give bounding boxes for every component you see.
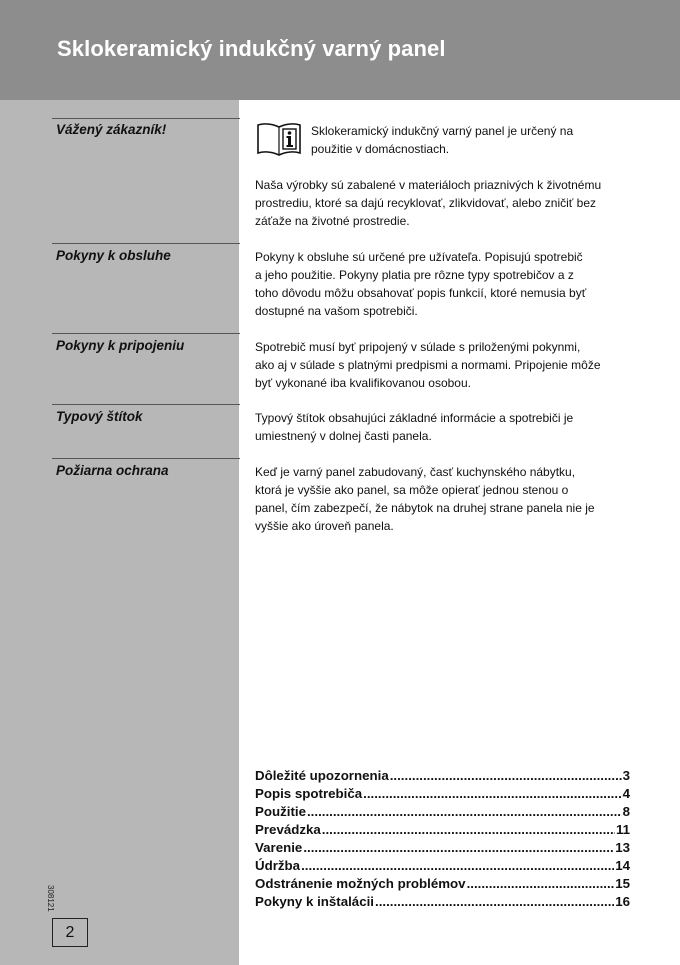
section-divider: [52, 404, 240, 405]
paragraph-operating: Pokyny k obsluhe sú určené pre užívateľa. Popisujú spotrebič a jeho použitie. Pokyny platia pre rôzne typy spotrebičov a z toho dôvodu môžu obsahovať popis funkcií, ktoré nemusia byť dostupné na vašom spotrebiči.: [255, 250, 587, 318]
toc-title: Dôležité upozornenia: [255, 768, 389, 783]
info-book-icon: [256, 122, 302, 156]
section-label-connection: Pokyny k pripojeniu: [56, 338, 185, 353]
toc-leader: [322, 821, 615, 839]
section-divider: [52, 333, 240, 334]
toc-entry[interactable]: [255, 857, 630, 875]
paragraph-fire-protection: Keď je varný panel zabudovaný, časť kuchynského nábytku, ktorá je vyššie ako panel, sa môže opierať jednou stenou o panel, čím zabezpečí, že nábytok na druhej strane panela nie je vyššie ako úroveň panela.: [255, 465, 595, 533]
toc-entry[interactable]: [255, 821, 630, 839]
toc-page: 14: [615, 858, 630, 873]
toc-page: 15: [615, 876, 630, 891]
section-divider: [52, 118, 240, 119]
table-of-contents: [255, 767, 630, 911]
toc-page: 13: [615, 840, 630, 855]
page-number: 2: [52, 918, 88, 947]
toc-title: Použitie: [255, 804, 306, 819]
toc-title: Popis spotrebiča: [255, 786, 363, 801]
toc-title: Pokyny k inštalácii: [255, 894, 374, 909]
toc-leader: [467, 875, 615, 893]
paragraph-rating-plate: Typový štítok obsahujúci základné informácie a spotrebiči je umiestnený v dolnej časti panela.: [255, 411, 574, 443]
paragraph-packaging: Naša výrobky sú zabalené v materiáloch priaznivých k životnému prostrediu, ktoré sa dajú recyklovať, zlikvidovať, alebo zničiť bez záťaže na životné prostredie.: [255, 178, 602, 228]
toc-title: Údržba: [255, 858, 301, 873]
document-code: 308121: [46, 885, 55, 912]
section-label-customer: Vážený zákazník!: [56, 122, 167, 137]
paragraph-connection: Spotrebič musí byť pripojený v súlade s priloženými pokynmi, ako aj v súlade s platnými predpismi a normami. Pripojenie môže byť vykonané iba kvalifikovanou osobou.: [255, 340, 601, 390]
toc-leader: [375, 893, 614, 911]
toc-entry[interactable]: [255, 785, 630, 803]
toc-page: 16: [615, 894, 630, 909]
section-label-fire-protection: Požiarna ochrana: [56, 463, 169, 478]
section-divider: [52, 243, 240, 244]
toc-entry[interactable]: [255, 767, 630, 785]
section-label-operating: Pokyny k obsluhe: [56, 248, 171, 263]
sidebar-panel: [0, 100, 239, 965]
toc-leader: [301, 857, 614, 875]
toc-page: 3: [622, 768, 630, 783]
page-header: [0, 0, 680, 100]
toc-page: 8: [622, 804, 630, 819]
toc-leader: [390, 767, 622, 785]
toc-entry[interactable]: [255, 803, 630, 821]
toc-entry[interactable]: [255, 893, 630, 911]
section-label-rating-plate: Typový štítok: [56, 409, 143, 424]
page-title: Sklokeramický indukčný varný panel: [57, 36, 446, 61]
toc-entry[interactable]: [255, 875, 630, 893]
toc-title: Prevádzka: [255, 822, 321, 837]
toc-leader: [303, 839, 614, 857]
paragraph-intro: Sklokeramický indukčný varný panel je určený na použitie v domácnostiach.: [311, 124, 574, 156]
toc-entry[interactable]: [255, 839, 630, 857]
toc-title: Varenie: [255, 840, 303, 855]
toc-leader: [307, 803, 622, 821]
toc-leader: [363, 785, 621, 803]
section-divider: [52, 458, 240, 459]
toc-title: Odstránenie možných problémov: [255, 876, 466, 891]
toc-page: 4: [622, 786, 630, 801]
toc-page: 11: [615, 822, 630, 837]
